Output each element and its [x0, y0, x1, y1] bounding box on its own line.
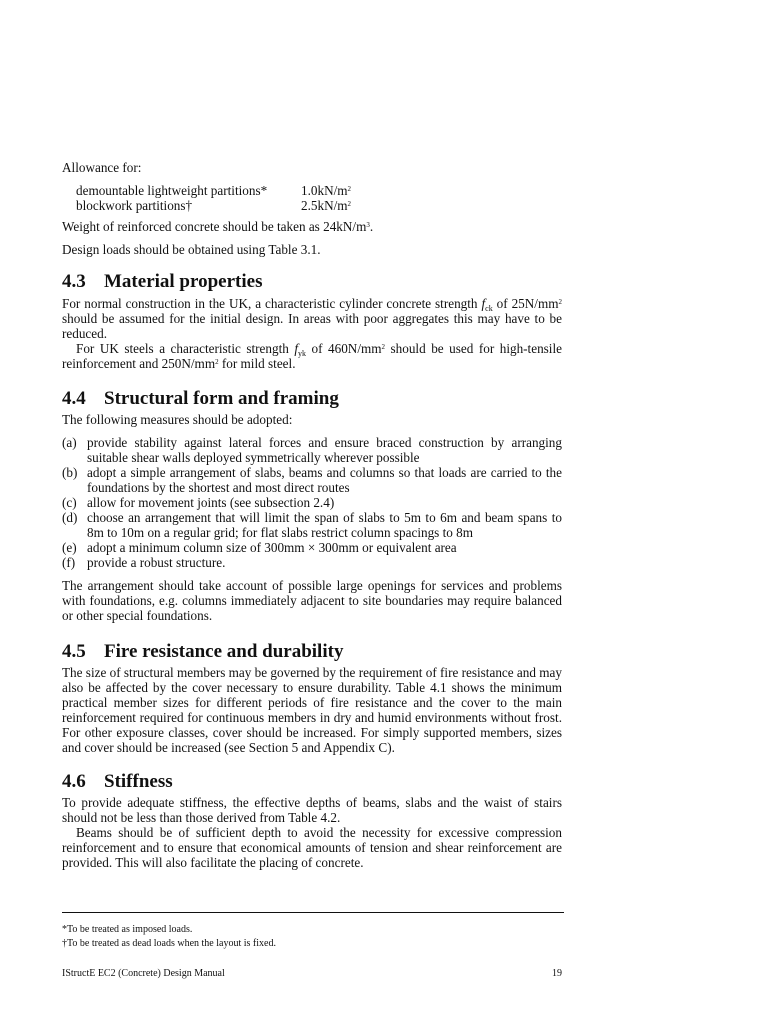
- framing-intro: The following measures should be adopted:: [62, 412, 293, 427]
- design-loads-text: Design loads should be obtained using Table 3.1.: [62, 242, 321, 257]
- list-item: (b) adopt a simple arrangement of slabs, beams and columns so that loads are carried to the foundations by the shortest and most direct routes: [62, 465, 562, 495]
- allowance-label: blockwork partitions†: [76, 198, 193, 213]
- framing-measures-list: [62, 435, 562, 570]
- allowance-label: demountable lightweight partitions*: [76, 183, 268, 198]
- footnote: *To be treated as imposed loads.: [62, 924, 193, 935]
- list-item: (a) provide stability against lateral forces and ensure braced construction by arranging suitable shear walls deployed symmetrically wherever possible: [62, 435, 562, 465]
- allowance-row: [76, 183, 562, 198]
- footnote-divider: [62, 912, 564, 913]
- allowance-row: [76, 198, 562, 213]
- section-heading-4-4: 4.4 Structural form and framing: [62, 388, 339, 409]
- footer-title: IStructE EC2 (Concrete) Design Manual: [62, 968, 225, 979]
- page-number: 19: [552, 968, 562, 979]
- list-item: (f) provide a robust structure.: [62, 555, 226, 570]
- allowance-table: [76, 183, 562, 213]
- footnote: †To be treated as dead loads when the layout is fixed.: [62, 938, 276, 949]
- beam-depth-paragraph: Beams should be of sufficient depth to avoid the necessity for excessive compression reinforcement and to ensure that economical amounts of tension and shear reinforcement are provided. This will also facilitate the placing of concrete.: [62, 825, 562, 870]
- allowance-value: $2.5kN/m^2$: [301, 198, 352, 213]
- footnotes: [62, 923, 562, 951]
- fire-resistance-paragraph: The size of structural members may be governed by the requirement of fire resistance and may also be affected by the cover necessary to ensure durability. Table 4.1 shows the minimum practical member sizes for different periods of fire resistance and the cover to the main reinforcement required for continuous members in dry and humid environments without frost. For other exposure classes, cover should be increased. For simply supported members, sizes and cover should be increased (see Section 5 and Appendix C).: [62, 665, 562, 755]
- page-body: [62, 160, 562, 870]
- material-properties-paragraph: For normal construction in the UK, a characteristic cylinder concrete strength $f_{ck}$ of $25N/mm^2$ should be assumed for the initial design. In areas with poor aggregates this may have to be reduced.: [62, 296, 562, 341]
- page-footer: [62, 968, 562, 979]
- allowance-value: $1.0kN/m^2$: [301, 183, 352, 198]
- section-heading-4-3: 4.3 Material properties: [62, 271, 263, 292]
- list-item: (d) choose an arrangement that will limit the span of slabs to 5m to 6m and beam spans to 8m to 10m on a regular grid; for flat slabs restrict column spacings to 8m: [62, 510, 562, 540]
- section-heading-4-5: 4.5 Fire resistance and durability: [62, 641, 344, 662]
- framing-closing-paragraph: The arrangement should take account of possible large openings for services and problems with foundations, e.g. columns immediately adjacent to site boundaries may require balanced or other special foundations.: [62, 578, 562, 623]
- section-heading-4-6: 4.6 Stiffness: [62, 771, 173, 792]
- steel-strength-paragraph: For UK steels a characteristic strength $f_{yk}$ of $460N/mm^2$ should be used for high-tensile reinforcement and $250N/mm^2$ for mild steel.: [62, 341, 562, 371]
- concrete-weight-text: Weight of reinforced concrete should be taken as $24kN/m^3$.: [62, 219, 374, 234]
- list-item: (c) allow for movement joints (see subsection 2.4): [62, 495, 335, 510]
- stiffness-paragraph: To provide adequate stiffness, the effective depths of beams, slabs and the waist of stairs should not be less than those derived from Table 4.2.: [62, 795, 562, 825]
- allowance-intro: Allowance for:: [62, 160, 142, 175]
- list-item: (e) adopt a minimum column size of 300mm × 300mm or equivalent area: [62, 540, 457, 555]
